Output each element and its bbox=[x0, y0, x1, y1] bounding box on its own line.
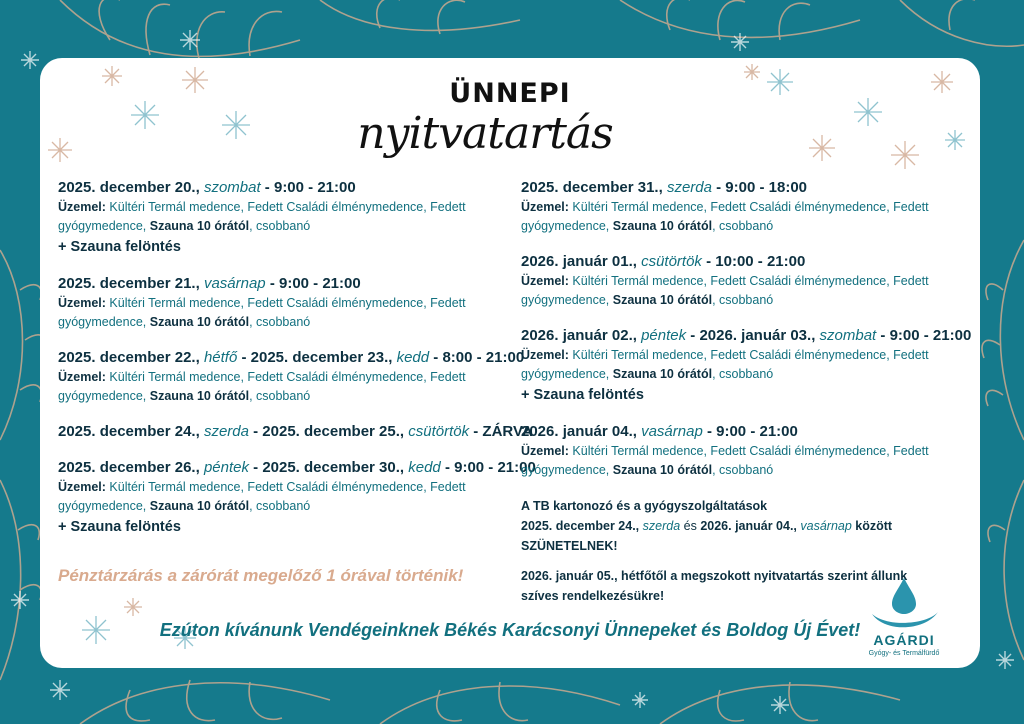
snowflake-icon bbox=[854, 98, 882, 126]
tb-notice-line2: 2025. december 24., szerda és 2026. január 04., vasárnap között SZÜNETELNEK! bbox=[521, 519, 893, 553]
schedule-entry bbox=[521, 178, 961, 236]
entry-details: Üzemel: Kültéri Termál medence, Fedett Családi élménymedence, Fedett gyógymedence, Szauna 10 órától, csobbanó bbox=[58, 200, 466, 233]
right-schedule-column bbox=[521, 178, 972, 606]
entry-details: Üzemel: Kültéri Termál medence, Fedett Családi élménymedence, Fedett gyógymedence, Szauna 10 órától, csobbanó bbox=[58, 480, 466, 513]
schedule-entry bbox=[521, 326, 972, 406]
schedule-entry bbox=[521, 252, 961, 310]
snowflake-icon bbox=[48, 138, 72, 162]
snowflake-icon bbox=[931, 71, 953, 93]
holiday-greeting: Ezúton kívánunk Vendégeinknek Békés Karácsonyi Ünnepeket és Boldog Új Évet! bbox=[159, 620, 861, 640]
tb-closure-notice bbox=[521, 496, 961, 556]
entry-details: Üzemel: Kültéri Termál medence, Fedett Családi élménymedence, Fedett gyógymedence, Szauna 10 órától, csobbanó bbox=[58, 296, 466, 329]
entry-details: Üzemel: Kültéri Termál medence, Fedett Családi élménymedence, Fedett gyógymedence, Szauna 10 órától, csobbanó bbox=[58, 370, 466, 403]
snowflake-icon bbox=[767, 69, 793, 95]
entry-heading: 2025. december 26., péntek - 2025. december 30., kedd - 9:00 - 21:00 bbox=[58, 459, 536, 476]
entry-heading: 2025. december 31., szerda - 9:00 - 18:00 bbox=[521, 179, 808, 196]
logo-subtitle: Gyógy- és Termálfürdő bbox=[868, 650, 940, 657]
reopen-notice: 2026. január 05., hétfőtől a megszokott nyitvatartás szerint állunk szíves rendelkezésükre! bbox=[521, 569, 908, 603]
tb-notice-line1: A TB kartonozó és a gyógyszolgáltatások bbox=[521, 499, 768, 513]
schedule-entry bbox=[58, 458, 536, 538]
entry-heading: 2026. január 04., vasárnap - 9:00 - 21:00 bbox=[521, 423, 798, 440]
entry-heading: 2025. december 22., hétfő - 2025. december 23., kedd - 8:00 - 21:00 bbox=[58, 349, 525, 366]
left-schedule-column bbox=[58, 178, 536, 554]
snowflake-icon bbox=[182, 67, 208, 93]
schedule-entry bbox=[58, 348, 525, 406]
sauna-extra: + Szauna felöntés bbox=[58, 239, 181, 255]
schedule-entry-closed bbox=[58, 422, 533, 442]
page-subtitle-script: nyitvatartás bbox=[357, 108, 613, 159]
snowflake-icon bbox=[131, 101, 159, 129]
snowflake-icon bbox=[124, 598, 142, 616]
sauna-extra: + Szauna felöntés bbox=[521, 387, 644, 403]
entry-heading: 2026. január 01., csütörtök - 10:00 - 21:00 bbox=[521, 253, 806, 270]
snowflake-icon bbox=[744, 64, 760, 80]
snowflake-icon bbox=[222, 111, 250, 139]
snowflake-icon bbox=[945, 130, 965, 150]
logo-name: AGÁRDI bbox=[873, 632, 935, 648]
entry-heading: 2025. december 20., szombat - 9:00 - 21:00 bbox=[58, 179, 356, 196]
entry-heading: 2026. január 02., péntek - 2026. január 03., szombat - 9:00 - 21:00 bbox=[521, 327, 972, 344]
snowflake-icon bbox=[82, 616, 110, 644]
snowflake-icon bbox=[102, 66, 122, 86]
entry-details: Üzemel: Kültéri Termál medence, Fedett Családi élménymedence, Fedett gyógymedence, Szauna 10 órától, csobbanó bbox=[521, 274, 929, 307]
schedule-entry bbox=[58, 274, 498, 332]
entry-heading: 2025. december 24., szerda - 2025. december 25., csütörtök - ZÁRVA bbox=[58, 423, 533, 440]
entry-details: Üzemel: Kültéri Termál medence, Fedett Családi élménymedence, Fedett gyógymedence, Szauna 10 órától, csobbanó bbox=[521, 444, 929, 477]
snowflake-icon bbox=[891, 141, 919, 169]
sauna-extra: + Szauna felöntés bbox=[58, 519, 181, 535]
snowflake-icon bbox=[809, 135, 835, 161]
schedule-entry bbox=[521, 422, 961, 480]
schedule-entry bbox=[58, 178, 498, 258]
cash-desk-notice: Pénztárzárás a zárórát megelőző 1 órával történik! bbox=[58, 566, 464, 585]
page-title: ÜNNEPI bbox=[449, 78, 571, 109]
entry-details: Üzemel: Kültéri Termál medence, Fedett Családi élménymedence, Fedett gyógymedence, Szauna 10 órától, csobbanó bbox=[521, 200, 929, 233]
entry-details: Üzemel: Kültéri Termál medence, Fedett Családi élménymedence, Fedett gyógymedence, Szauna 10 órától, csobbanó bbox=[521, 348, 929, 381]
entry-heading: 2025. december 21., vasárnap - 9:00 - 21:00 bbox=[58, 275, 361, 292]
